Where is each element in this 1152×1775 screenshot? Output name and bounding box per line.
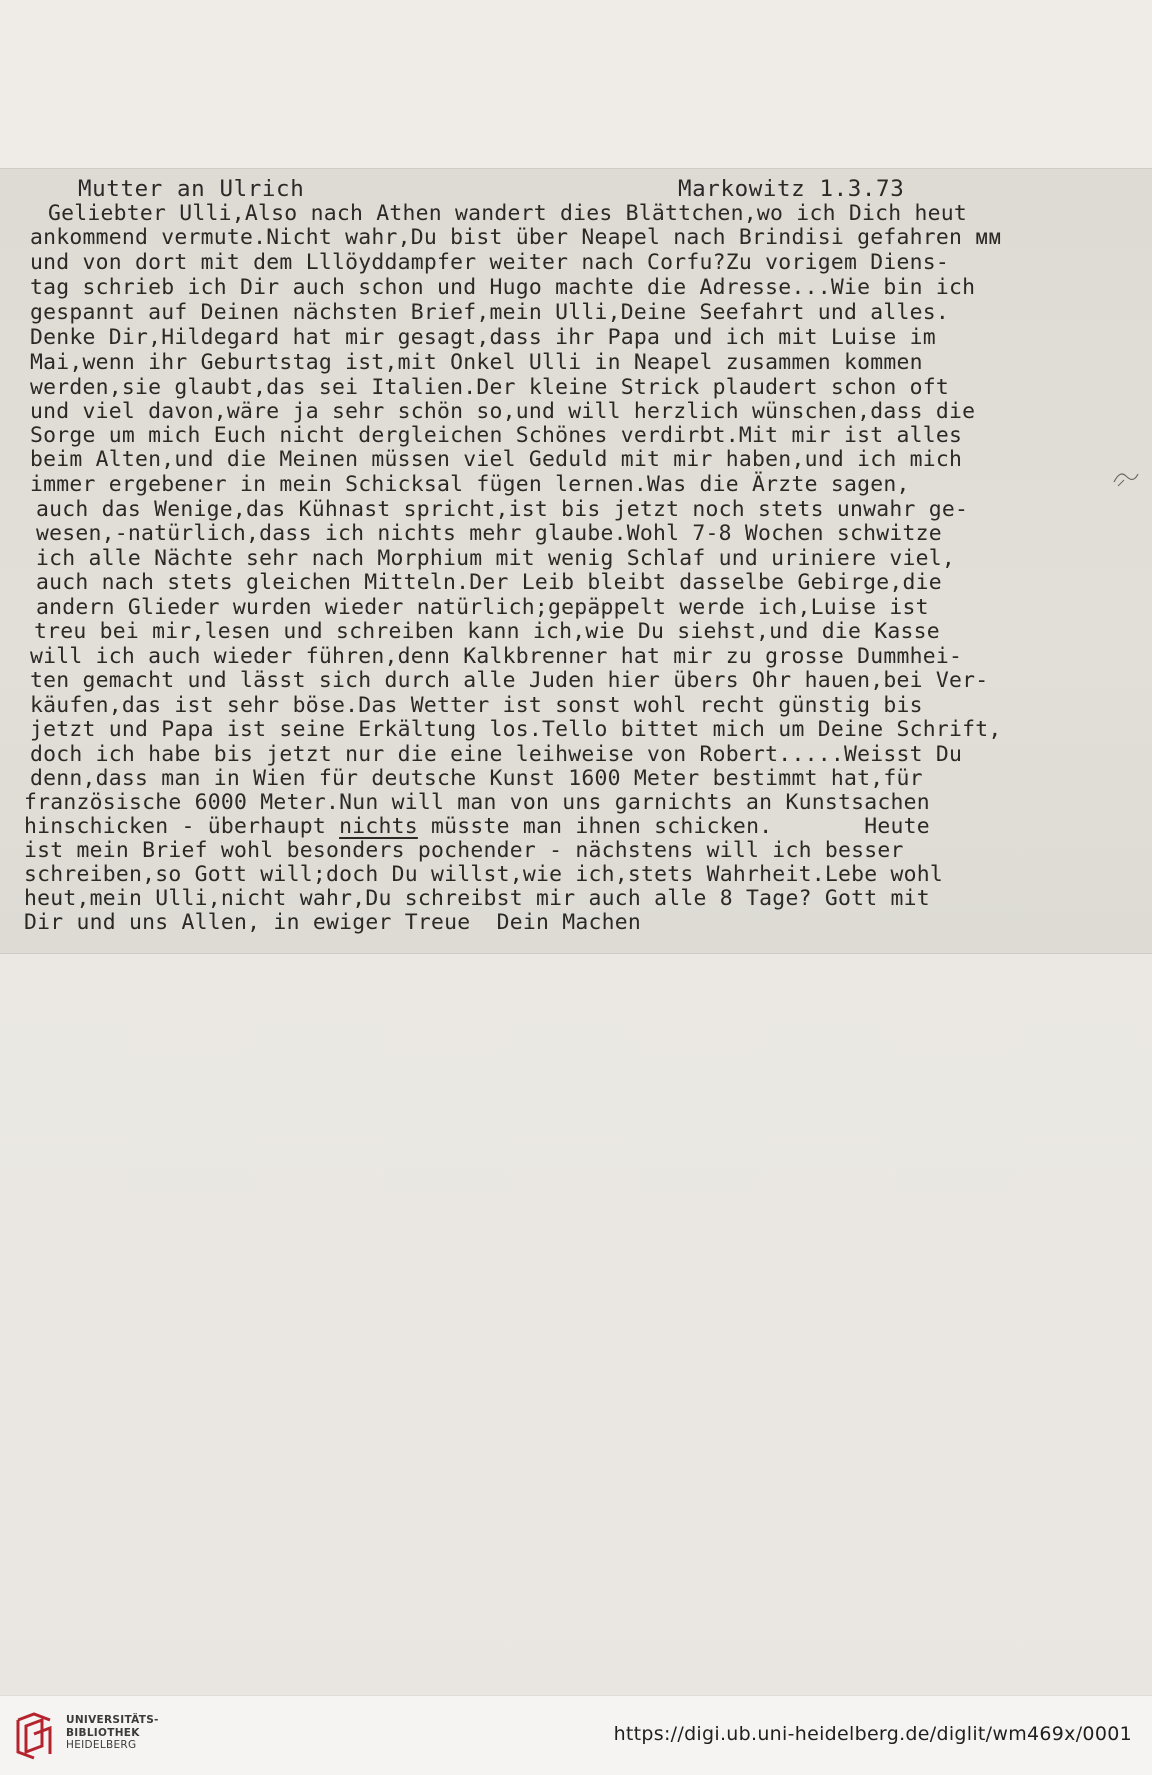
permalink-url[interactable]: https://digi.ub.uni-heidelberg.de/diglit/wm469x/0001 bbox=[613, 1723, 1132, 1745]
letter-line: ist mein Brief wohl besonders pochender - nächstens will ich besser bbox=[24, 838, 904, 863]
letter-place-date: Markowitz 1.3.73 bbox=[678, 176, 905, 202]
letter-line: doch ich habe bis jetzt nur die eine leihweise von Robert.....Weisst Du bbox=[30, 742, 963, 767]
letter-line: und von dort mit dem Lllöyddampfer weiter nach Corfu?Zu vorigem Diens- bbox=[30, 250, 949, 275]
letter-line: Mai,wenn ihr Geburtstag ist,mit Onkel Ulli in Neapel zusammen kommen bbox=[30, 350, 923, 375]
letter-line: ankommend vermute.Nicht wahr,Du bist über Neapel nach Brindisi gefahren ᴍᴍ bbox=[30, 225, 1002, 250]
library-name bbox=[66, 1714, 159, 1752]
letter-line: denn,dass man in Wien für deutsche Kunst 1600 Meter bestimmt hat,für bbox=[30, 766, 923, 791]
letter-line: gespannt auf Deinen nächsten Brief,mein Ulli,Deine Seefahrt und alles. bbox=[30, 300, 949, 325]
underlined-word: nichts bbox=[339, 814, 418, 839]
letter-line-part: müsste man ihnen schicken. Heute bbox=[417, 814, 930, 839]
letter-line: treu bei mir,lesen und schreiben kann ich,wie Du siehst,und die Kasse bbox=[34, 619, 940, 644]
library-footer bbox=[0, 1695, 1152, 1775]
letter-line: käufen,das ist sehr böse.Das Wetter ist sonst wohl recht günstig bis bbox=[30, 693, 923, 718]
letter-line: Denke Dir,Hildegard hat mir gesagt,dass ihr Papa und ich mit Luise im bbox=[30, 325, 936, 350]
letter-line: ten gemacht und lässt sich durch alle Juden hier übers Ohr hauen,bei Ver- bbox=[30, 668, 989, 693]
letter-line-part: hinschicken - überhaupt bbox=[24, 814, 340, 839]
letter-line: Geliebter Ulli,Also nach Athen wandert dies Blättchen,wo ich Dich heut bbox=[48, 201, 967, 226]
letter-line: werden,sie glaubt,das sei Italien.Der kleine Strick plaudert schon oft bbox=[30, 375, 949, 400]
letter-line: tag schrieb ich Dir auch schon und Hugo machte die Adresse...Wie bin ich bbox=[30, 275, 976, 300]
paper-margin-top bbox=[0, 0, 1152, 168]
letter-line: Dir und uns Allen, in ewiger Treue Dein Machen bbox=[24, 910, 642, 935]
letter-line: jetzt und Papa ist seine Erkältung los.Tello bittet mich um Deine Schrift, bbox=[30, 717, 1002, 742]
pencil-mark-icon bbox=[1112, 468, 1140, 488]
letter-line: wesen,-natürlich,dass ich nichts mehr glaube.Wohl 7-8 Wochen schwitze bbox=[36, 521, 942, 546]
library-name-line: BIBLIOTHEK bbox=[66, 1726, 140, 1739]
letter-line: Sorge um mich Euch nicht dergleichen Schönes verdirbt.Mit mir ist alles bbox=[30, 423, 963, 448]
letter-line-with-underline bbox=[24, 815, 930, 839]
letter-line: andern Glieder wurden wieder natürlich;gepäppelt werde ich,Luise ist bbox=[36, 595, 929, 620]
university-library-logo-icon bbox=[12, 1712, 58, 1760]
letter-line: französische 6000 Meter.Nun will man von uns garnichts an Kunstsachen bbox=[24, 790, 930, 815]
letter-line: und viel davon,wäre ja sehr schön so,und will herzlich wünschen,dass die bbox=[30, 399, 976, 424]
letter-line: auch das Wenige,das Kühnast spricht,ist bis jetzt noch stets unwahr ge- bbox=[36, 497, 969, 522]
library-name-line: HEIDELBERG bbox=[66, 1739, 137, 1751]
library-name-line: UNIVERSITÄTS- bbox=[66, 1714, 159, 1726]
letter-line: immer ergebener in mein Schicksal fügen lernen.Was die Ärzte sagen, bbox=[30, 472, 910, 497]
letter-line: ich alle Nächte sehr nach Morphium mit wenig Schlaf und uriniere viel, bbox=[36, 546, 955, 571]
letter-line: will ich auch wieder führen,denn Kalkbrenner hat mir zu grosse Dummhei- bbox=[30, 644, 963, 669]
letter-line: auch nach stets gleichen Mitteln.Der Leib bleibt dasselbe Gebirge,die bbox=[36, 570, 942, 595]
typed-letter bbox=[0, 168, 1152, 954]
letter-addressee: Mutter an Ulrich bbox=[78, 176, 305, 202]
letter-line: schreiben,so Gott will;doch Du willst,wie ich,stets Wahrheit.Lebe wohl bbox=[24, 862, 943, 887]
letter-line: beim Alten,und die Meinen müssen viel Geduld mit mir haben,und ich mich bbox=[30, 447, 963, 472]
letter-line: heut,mein Ulli,nicht wahr,Du schreibst mir auch alle 8 Tage? Gott mit bbox=[24, 886, 930, 911]
letter-header bbox=[78, 174, 1138, 204]
